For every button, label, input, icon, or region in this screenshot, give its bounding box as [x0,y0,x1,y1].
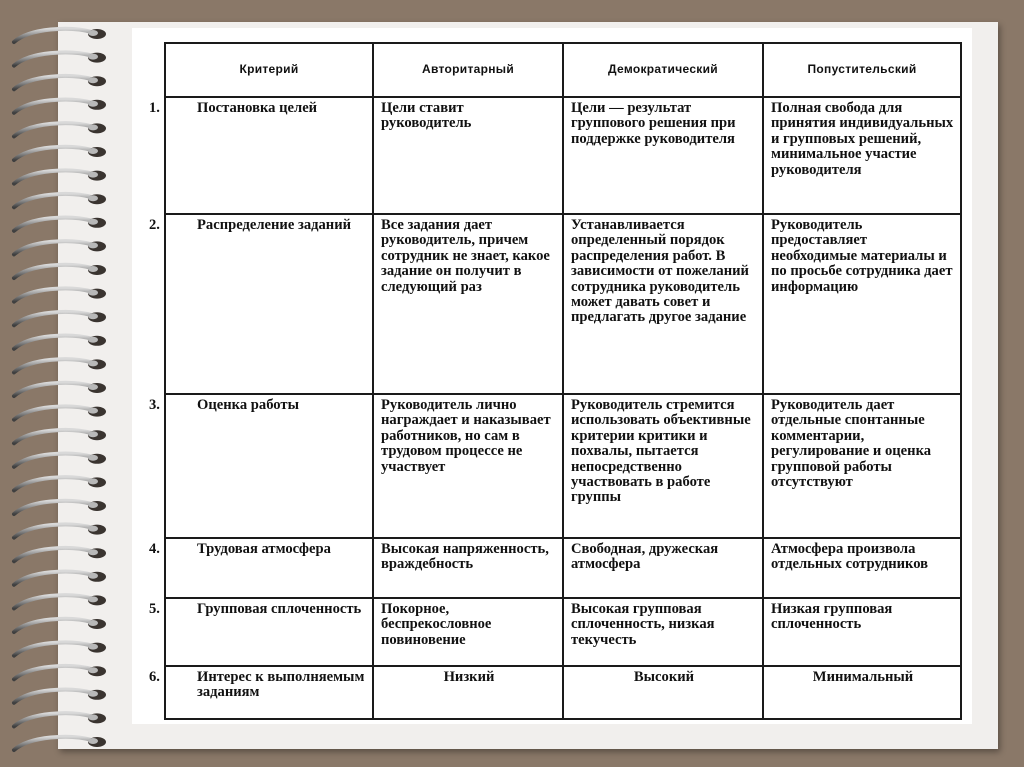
binding-ring [14,572,106,585]
binding-ring [14,265,106,278]
table-row [165,214,961,394]
row-number: 1. [149,100,160,116]
binding-ring [14,194,106,207]
binding-ring [14,336,106,349]
binding-ring [14,170,106,183]
table-row [165,97,961,214]
authoritarian-cell: Все задания дает руководитель, причем сотрудник не знает, какое задание он получит в следующий раз [373,214,563,394]
table-row [165,666,961,719]
authoritarian-cell: Покорное, беспрекословное повиновение [373,598,563,666]
democratic-cell: Высокая групповая сплоченность, низкая текучесть [563,598,763,666]
row-number: 6. [149,669,160,685]
table-row [165,538,961,598]
democratic-cell: Руководитель стремится использовать объективные критерии критики и похвалы, пытается непосредственно участвовать в работе группы [563,394,763,538]
authoritarian-cell: Руководитель лично награждает и наказывает работников, но сам в трудовом процессе не участвует [373,394,563,538]
binding-ring [14,147,106,160]
binding-ring [14,477,106,490]
header-row [165,43,961,97]
binding-ring [14,312,106,325]
binding-ring [14,690,106,703]
table-row [165,598,961,666]
binding-ring [14,29,106,42]
binding-ring [14,595,106,608]
row-number: 5. [149,601,160,617]
binding-ring [14,288,106,301]
header-permissive: Попустительский [763,43,961,97]
democratic-cell: Устанавливается определенный порядок распределения работ. В зависимости от пожеланий сотрудника руководитель может давать совет и предлагать другое задание [563,214,763,394]
permissive-cell: Минимальный [763,666,961,719]
criterion-cell [149,598,373,666]
authoritarian-cell: Низкий [373,666,563,719]
permissive-cell: Руководитель дает отдельные спонтанные комментарии, регулирование и оценка групповой работы отсутствуют [763,394,961,538]
binding-ring [14,713,106,726]
binding-ring [14,100,106,113]
header-criterion: Критерий [165,43,373,97]
binding-ring [14,501,106,514]
criterion-cell [149,538,373,598]
binding-ring [14,666,106,679]
democratic-cell: Высокий [563,666,763,719]
democratic-cell: Цели — результат группового решения при поддержке руководителя [563,97,763,214]
binding-ring [14,454,106,467]
binding-ring [14,430,106,443]
criterion-label: Постановка целей [197,100,318,116]
leadership-styles-table [149,42,962,720]
criterion-cell [149,214,373,394]
binding-ring [14,76,106,89]
permissive-cell: Руководитель предоставляет необходимые материалы и по просьбе сотрудника дает информацию [763,214,961,394]
criterion-label: Распределение заданий [197,217,352,233]
binding-ring [14,359,106,372]
row-number: 3. [149,397,160,413]
criterion-cell [149,97,373,214]
authoritarian-cell: Цели ставит руководитель [373,97,563,214]
permissive-cell: Полная свобода для принятия индивидуальных и групповых решений, минимальное участие руководителя [763,97,961,214]
binding-ring [14,642,106,655]
row-number: 2. [149,217,160,233]
binding-ring [14,218,106,231]
binding-ring [14,383,106,396]
binding-ring [14,737,106,750]
spiral-binding [0,0,120,767]
binding-ring [14,123,106,136]
criterion-label: Групповая сплоченность [197,601,362,617]
table-row [165,394,961,538]
authoritarian-cell: Высокая напряженность, враждебность [373,538,563,598]
criterion-label: Трудовая атмосфера [197,541,331,557]
criterion-cell [149,666,373,719]
binding-ring [14,524,106,537]
binding-ring [14,241,106,254]
binding-ring [14,406,106,419]
binding-ring [14,52,106,65]
row-number: 4. [149,541,160,557]
permissive-cell: Низкая групповая сплоченность [763,598,961,666]
header-democratic: Демократический [563,43,763,97]
democratic-cell: Свободная, дружеская атмосфера [563,538,763,598]
criterion-label: Оценка работы [197,397,299,413]
header-authoritarian: Авторитарный [373,43,563,97]
criterion-cell [149,394,373,538]
binding-ring [14,619,106,632]
criterion-label: Интерес к выполняемым заданиям [197,669,365,701]
binding-ring [14,548,106,561]
permissive-cell: Атмосфера произвола отдельных сотрудников [763,538,961,598]
